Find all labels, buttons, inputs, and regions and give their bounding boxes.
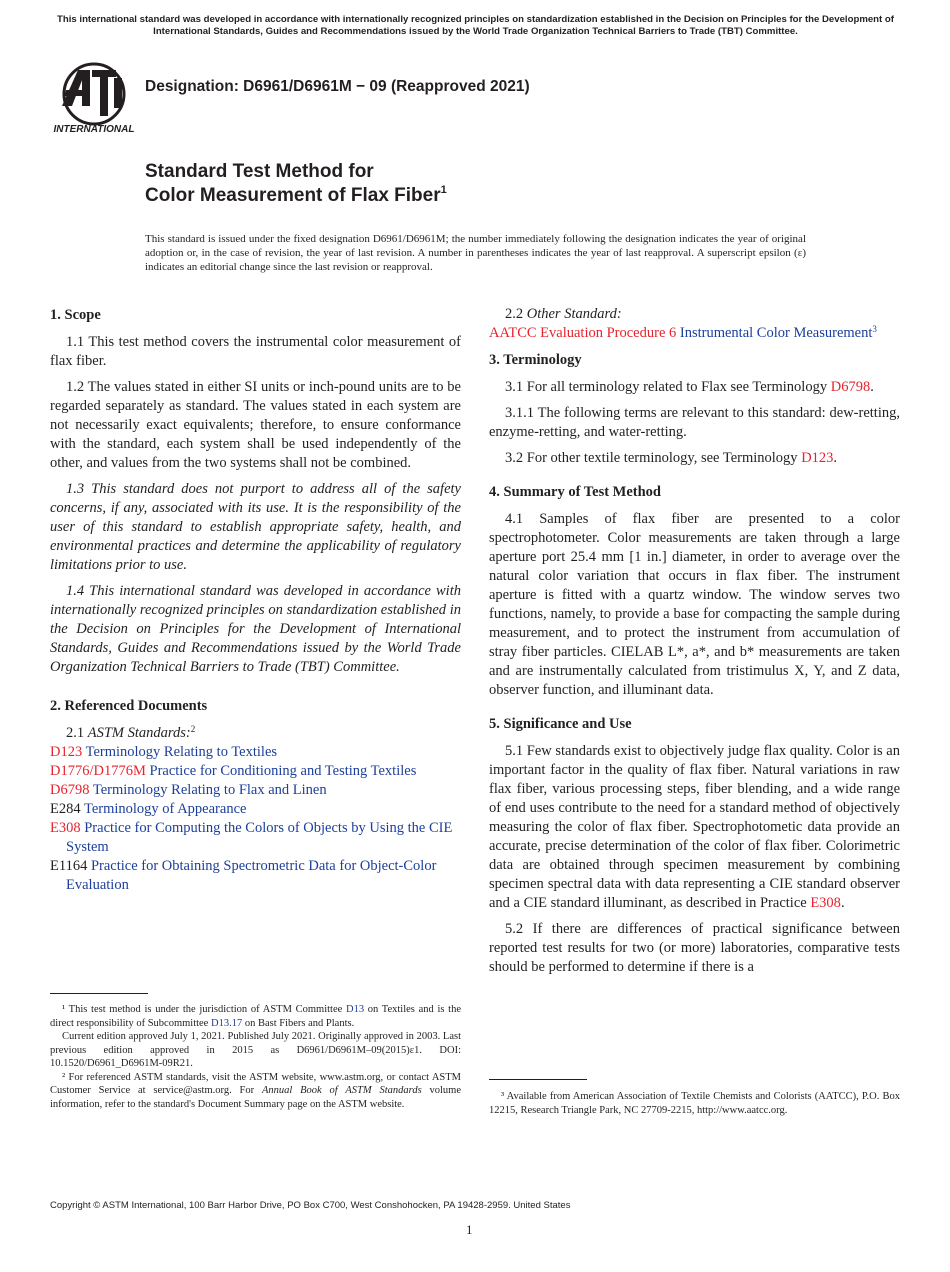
terminology-ref-link[interactable]: D6798 (830, 379, 871, 395)
title-line-1: Standard Test Method for (145, 161, 374, 182)
footnote-2: ² For referenced ASTM standards, visit the ASTM website, www.astm.org, or contact ASTM Customer Service at service@astm.org. For Annual Book of ASTM Standards volume information, refer to the standard's Document Summary page on the ASTM website. (50, 1071, 461, 1110)
scope-p2: 1.2 The values stated in either SI units or inch-pound units are to be regarded separately as standard. The values stated in each system are not necessarily exact equivalents; therefore, to ensure conformance with the standard, each system shall be used independently of the other, and values from the two systems shall not be combined. (50, 379, 461, 471)
page-number: 1 (466, 1222, 473, 1237)
title-line-2: Color Measurement of Flax Fiber (145, 185, 441, 206)
left-column (50, 306, 461, 895)
ref-item[interactable]: D6798 Terminology Relating to Flax and Linen (50, 782, 327, 798)
standards-notice: This international standard was developed in accordance with internationally recognized principles on standardization established in the Decision on Principles for the Development of International Standards, Guides and Recommendations issued by the World Trade Organization Technical Barriers to Trade (TBT) Committee. (57, 14, 894, 37)
section-summary-heading: 4. Summary of Test Method (489, 484, 661, 500)
designation: Designation: D6961/D6961M − 09 (Reapproved 2021) (145, 78, 530, 95)
terminology-p3: 3.2 For other textile terminology, see Terminology D123. (505, 450, 838, 466)
footnote-1-edition: Current edition approved July 1, 2021. Published July 2021. Originally approved in 2003. Last previous edition approved in 2015 as D6961/D6961M–09(2015)ε1. DOI: 10.1520/D6961_D6961M-09R21. (50, 1031, 461, 1069)
section-significance-heading: 5. Significance and Use (489, 716, 632, 732)
scope-p4: 1.4 This international standard was developed in accordance with internationally recognized principles on standardization established in the Decision on Principles for the Development of International Standards, Guides and Recommendations issued by the World Trade Organization Technical Barriers to Trade (TBT) Committee. (50, 583, 461, 675)
section-scope-heading: 1. Scope (50, 307, 101, 323)
footnote-3: ³ Available from American Association of Textile Chemists and Colorists (AATCC), P.O. Box 12215, Research Triangle Park, NC 27709-2215, http://www.aatcc.org. (489, 1091, 900, 1116)
footnotes-left (50, 1003, 461, 1111)
ref-item[interactable]: D123 Terminology Relating to Textiles (50, 744, 278, 760)
textile-terminology-link[interactable]: D123 (801, 450, 834, 466)
summary-p1: 4.1 Samples of flax fiber are presented to a color spectrophotometer. Color measurements are taken through a large aperture port 25.4 mm [1 in.] diameter, in order to average over the natural color variation that occurs in flax fiber. The instrument aperture is fitted with a quartz window. The window serves two functions, namely, to provide a base for compacting the sample during measurement, and to protect the instrument from accumulation of stray fiber particles. CIELAB L*, a*, and b* measurements are taken and are instrumentally calculated from tristimulus X, Y, and Z data, observer function, and illuminant data. (489, 511, 900, 698)
terminology-p2: 3.1.1 The following terms are relevant to this standard: dew-retting, enzyme-retting, and water-retting. (489, 405, 900, 440)
document-title (145, 160, 447, 208)
significance-p2: 5.2 If there are differences of practical significance between reported test results for two (or more) laboratories, comparative tests should be performed to determine if there is a (489, 921, 900, 975)
terminology-p1: 3.1 For all terminology related to Flax see Terminology D6798. (505, 379, 874, 395)
title-footnote-ref[interactable]: 1 (440, 184, 447, 196)
section-terminology-heading: 3. Terminology (489, 352, 582, 368)
intro-paragraph: This standard is issued under the fixed designation D6961/D6961M; the number immediately following the designation indicates the year of original adoption or, in the case of revision, the year of last revision. A number in parentheses indicates the year of last reapproval. A superscript epsilon (ε) indicates an editorial change since the last revision or reapproval. (145, 233, 806, 273)
astm-standards-label: 2.1 ASTM Standards:$^2$ (66, 724, 196, 741)
ref-item-aatcc[interactable]: AATCC Evaluation Procedure 6 Instrumental Color Measurement$^3$ (489, 324, 877, 341)
footnote-1: ¹ This test method is under the jurisdiction of ASTM Committee D13 on Textiles and is the direct responsibility of Subcommittee D13.17 on Bast Fibers and Plants. (50, 1004, 461, 1029)
significance-p1: 5.1 Few standards exist to objectively judge flax quality. Color is an important factor in the quality of flax fiber. Natural variations in raw flax fiber, various processing steps, fiber blending, and a wide range of end uses contribute to the need for a standard method of objectively measuring the color of flax fiber. Spectrophotometic data provide an accurate, precise determination of the color of flax fiber. Colorimetric data are obtained through specimen measurement by combining specimen spectral data with data representing a CIE standard observer and a CIE standard illuminant, as described in Practice E308. (489, 743, 900, 911)
footnote-rule-right (489, 1079, 587, 1080)
ref-item[interactable]: D1776/D1776M Practice for Conditioning and Testing Textiles (50, 763, 417, 779)
ref-item[interactable]: E308 Practice for Computing the Colors of Objects by Using the CIE System (50, 820, 453, 855)
right-column (489, 305, 900, 984)
astm-logo-icon (52, 56, 136, 136)
footnote-rule-left (50, 993, 148, 994)
other-standard-label: 2.2 Other Standard: (505, 306, 622, 322)
ref-item[interactable]: E284 Terminology of Appearance (50, 801, 247, 817)
section-refdocs-heading: 2. Referenced Documents (50, 698, 208, 714)
practice-e308-link[interactable]: E308 (810, 895, 841, 911)
logo-text: INTERNATIONAL (53, 124, 135, 135)
scope-p3: 1.3 This standard does not purport to address all of the safety concerns, if any, associated with its use. It is the responsibility of the user of this standard to establish appropriate safety, health, and environmental practices and determine the applicability of regulatory limitations prior to use. (50, 481, 461, 573)
scope-p1: 1.1 This test method covers the instrumental color measurement of flax fiber. (50, 334, 461, 369)
copyright-line: Copyright © ASTM International, 100 Barr Harbor Drive, PO Box C700, West Conshohocken, PA 19428-2959. United States (50, 1200, 571, 1211)
ref-item[interactable]: E1164 Practice for Obtaining Spectrometric Data for Object-Color Evaluation (50, 858, 437, 893)
